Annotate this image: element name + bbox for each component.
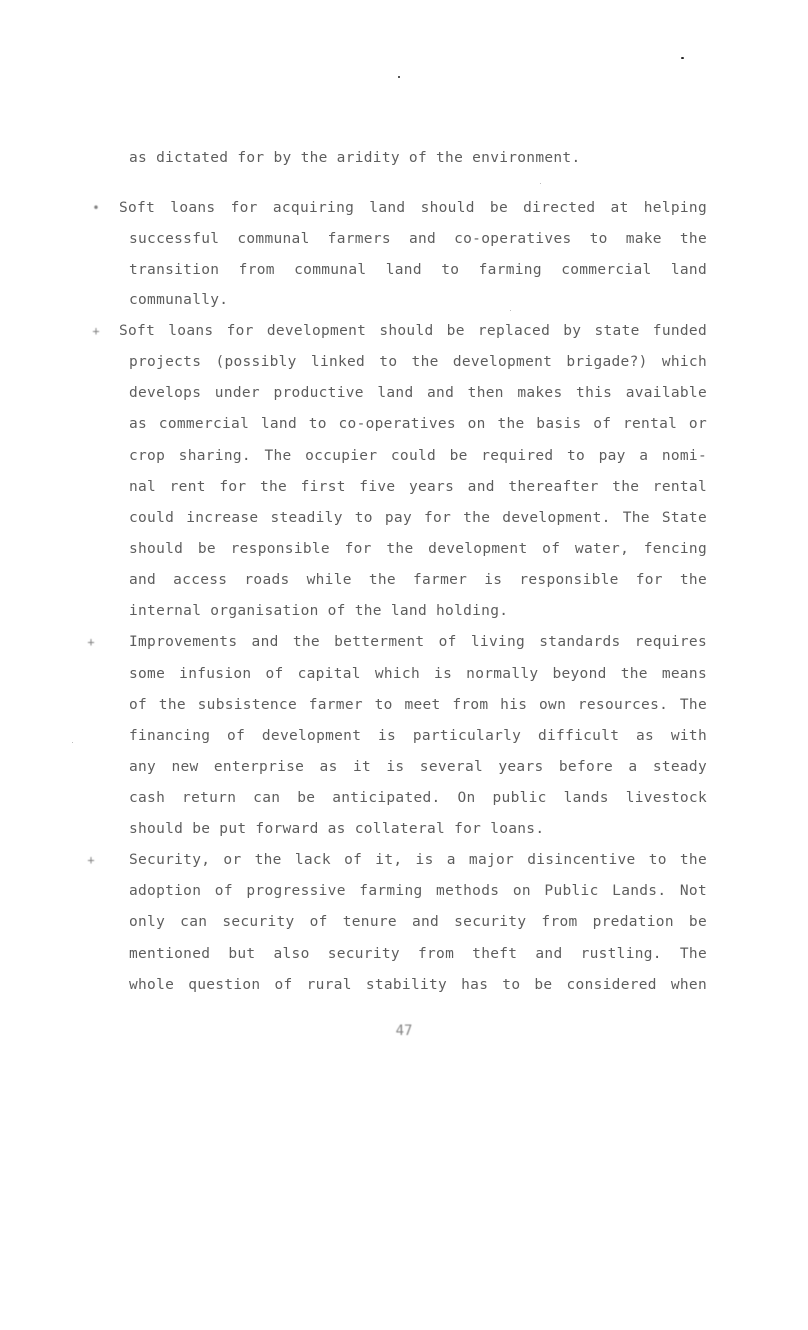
text-line: communally.: [129, 292, 229, 308]
text-line: and access roads while the farmer is responsible for the: [129, 572, 707, 588]
scan-speck: [72, 742, 73, 743]
scan-speck: [510, 310, 511, 311]
text-line: crop sharing. The occupier could be required to pay a nomi-: [129, 448, 707, 464]
text-line: Security, or the lack of it, is a major disincentive to the: [129, 852, 707, 868]
text-line: Improvements and the betterment of living standards requires: [129, 634, 707, 650]
text-line: internal organisation of the land holding.: [129, 603, 509, 619]
text-line: transition from communal land to farming commercial land: [129, 262, 707, 278]
text-line: any new enterprise as it is several years before a steady: [129, 759, 707, 775]
text-line: of the subsistence farmer to meet from his own resources. The: [129, 697, 707, 713]
text-line: should be responsible for the development of water, fencing: [129, 541, 707, 557]
scan-speck: [681, 57, 684, 59]
text-line: only can security of tenure and security from predation be: [129, 914, 707, 930]
text-line: some infusion of capital which is normally beyond the means: [129, 666, 707, 682]
bullet-marker: +: [92, 324, 100, 338]
bullet-marker: +: [87, 635, 95, 649]
text-line: projects (possibly linked to the development brigade?) which: [129, 354, 707, 370]
bullet-marker: +: [87, 853, 95, 867]
bullet-marker: •: [92, 201, 100, 215]
text-line: nal rent for the first five years and thereafter the rental: [129, 479, 707, 495]
text-line: could increase steadily to pay for the development. The State: [129, 510, 707, 526]
text-line: whole question of rural stability has to be considered when: [129, 977, 707, 993]
text-line: mentioned but also security from theft and rustling. The: [129, 946, 707, 962]
text-line: Soft loans for acquiring land should be directed at helping: [119, 200, 707, 216]
text-line: financing of development is particularly difficult as with: [129, 728, 707, 744]
text-line: adoption of progressive farming methods on Public Lands. Not: [129, 883, 707, 899]
page-number: 47: [395, 1023, 413, 1039]
text-line: should be put forward as collateral for loans.: [129, 821, 545, 837]
scan-speck: [398, 76, 400, 78]
text-line: as dictated for by the aridity of the environment.: [129, 150, 581, 166]
text-line: Soft loans for development should be replaced by state funded: [119, 323, 707, 339]
scan-speck: [540, 183, 541, 184]
text-line: cash return can be anticipated. On public lands livestock: [129, 790, 707, 806]
text-line: as commercial land to co-operatives on the basis of rental or: [129, 416, 707, 432]
text-line: develops under productive land and then makes this available: [129, 385, 707, 401]
text-line: successful communal farmers and co-operatives to make the: [129, 231, 707, 247]
